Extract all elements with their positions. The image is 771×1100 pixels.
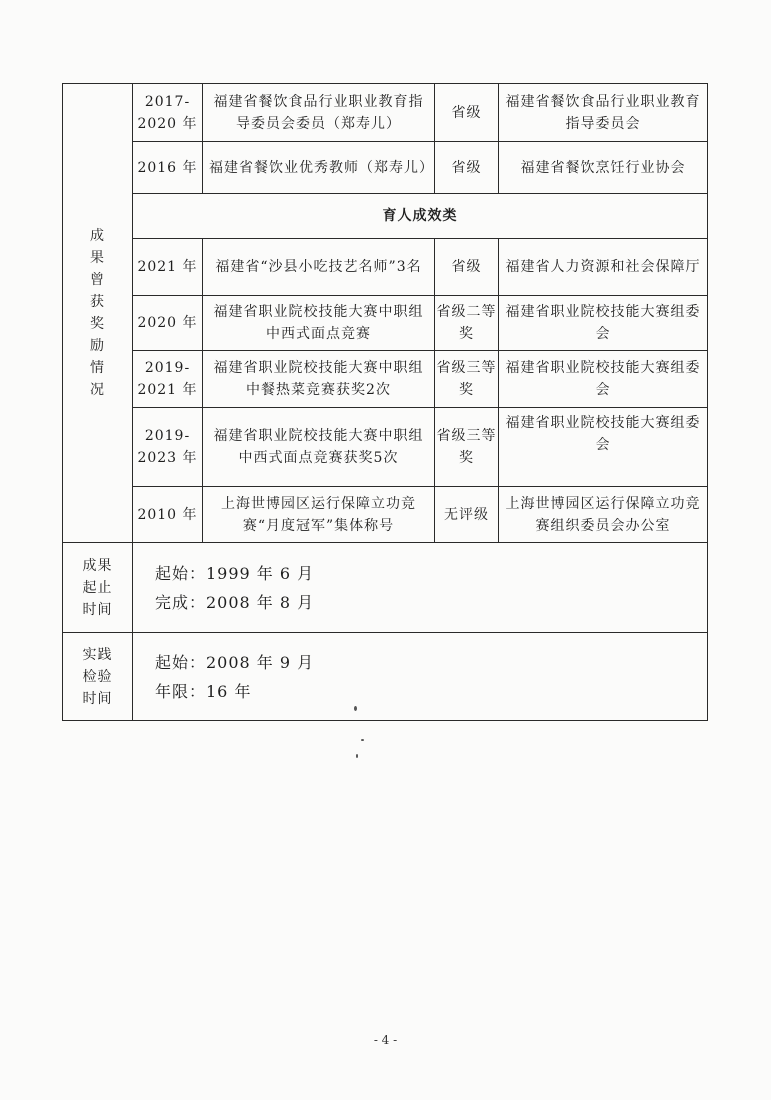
achievement-organization: 福建省职业院校技能大赛组委会 — [499, 296, 708, 351]
awards-label-char: 奖 — [90, 316, 105, 332]
practice-start: 起始：2008 年 9 月 — [155, 652, 315, 672]
achievement-name: 福建省职业院校技能大赛中职组中西式面点竞赛 — [203, 296, 435, 351]
awards-label-char: 励 — [90, 338, 105, 354]
award-level: 省级 — [435, 142, 499, 194]
achievement-row — [63, 296, 708, 351]
achievement-row — [63, 351, 708, 408]
achievement-level: 省级三等奖 — [435, 351, 499, 408]
achievement-organization: 福建省职业院校技能大赛组委会 — [499, 408, 708, 487]
scan-speck — [361, 739, 364, 741]
awards-label-char: 情 — [90, 360, 105, 376]
achievement-name: 福建省职业院校技能大赛中职组中餐热菜竞赛获奖2次 — [203, 351, 435, 408]
achievement-level: 省级二等奖 — [435, 296, 499, 351]
award-name: 福建省餐饮业优秀教师（郑寿儿） — [203, 142, 435, 194]
achievement-start: 起始：1999 年 6 月 — [155, 563, 315, 583]
achievement-year: 2019- 2021 年 — [133, 351, 203, 408]
award-year: 2016 年 — [133, 142, 203, 194]
scan-speck — [354, 706, 357, 711]
scan-speck — [356, 754, 358, 758]
page-number: - 4 - — [373, 1033, 398, 1047]
achievement-year: 2021 年 — [133, 239, 203, 296]
awards-label-char: 况 — [90, 382, 105, 398]
award-organization: 福建省餐饮食品行业职业教育指导委员会 — [499, 84, 708, 142]
achievement-level: 省级 — [435, 239, 499, 296]
achievement-end: 完成：2008 年 8 月 — [155, 592, 315, 612]
achievement-period-row — [63, 543, 708, 633]
achievement-level: 无评级 — [435, 487, 499, 543]
awards-label-char: 曾 — [90, 272, 105, 288]
achievement-row — [63, 408, 708, 487]
achievement-name: 福建省“沙县小吃技艺名师”3名 — [203, 239, 435, 296]
achievement-name: 上海世博园区运行保障立功竞赛“月度冠军”集体称号 — [203, 487, 435, 543]
section-title: 育人成效类 — [133, 194, 708, 239]
achievement-year: 2020 年 — [133, 296, 203, 351]
award-year: 2017- 2020 年 — [133, 84, 203, 142]
achievement-period-label: 成果 起止 时间 — [63, 543, 133, 633]
achievement-year: 2010 年 — [133, 487, 203, 543]
achievement-name: 福建省职业院校技能大赛中职组中西式面点竞赛获奖5次 — [203, 408, 435, 487]
awards-label-char: 获 — [90, 294, 105, 310]
practice-period-label: 实践 检验 时间 — [63, 633, 133, 721]
achievement-year: 2019- 2023 年 — [133, 408, 203, 487]
practice-period-row — [63, 633, 708, 721]
achievement-organization: 福建省人力资源和社会保障厅 — [499, 239, 708, 296]
achievement-row — [63, 239, 708, 296]
awards-label-char: 果 — [90, 250, 105, 266]
section-header-row — [63, 194, 708, 239]
achievement-period-values — [133, 543, 708, 633]
achievement-level: 省级三等奖 — [435, 408, 499, 487]
achievement-row — [63, 487, 708, 543]
award-organization: 福建省餐饮烹饪行业协会 — [499, 142, 708, 194]
award-name: 福建省餐饮食品行业职业教育指导委员会委员（郑寿儿） — [203, 84, 435, 142]
achievement-organization: 上海世博园区运行保障立功竞赛组织委员会办公室 — [499, 487, 708, 543]
awards-label-char: 成 — [90, 228, 105, 244]
awards-section-label — [63, 84, 133, 543]
award-row — [63, 84, 708, 142]
achievement-organization: 福建省职业院校技能大赛组委会 — [499, 351, 708, 408]
awards-table — [62, 83, 708, 721]
award-level: 省级 — [435, 84, 499, 142]
practice-period-values — [133, 633, 708, 721]
award-row — [63, 142, 708, 194]
practice-duration: 年限：16 年 — [155, 681, 252, 701]
